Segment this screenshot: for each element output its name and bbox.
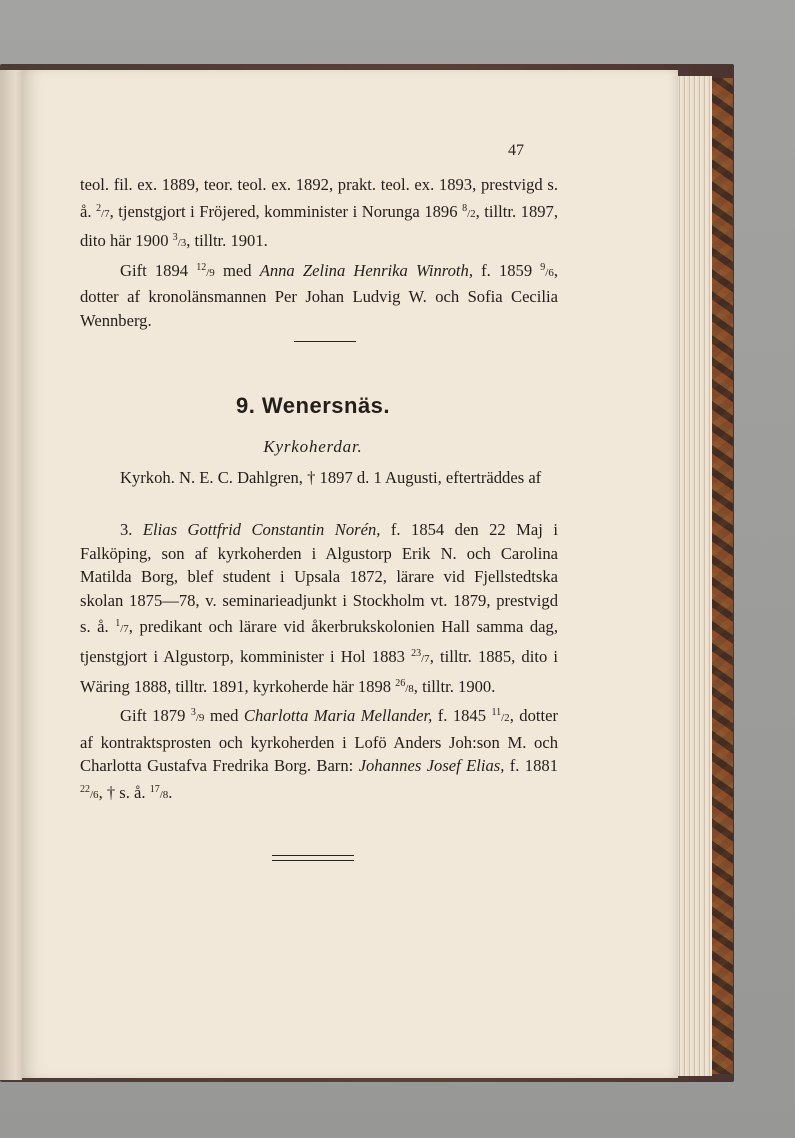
text-run: , tilltr. 1897, dito här 1900 <box>80 201 558 251</box>
superscript-numeral: 3 <box>172 232 178 244</box>
text-run: f. 1845 <box>432 706 492 726</box>
text-run: , predikant och lärare vid åkerbrukskolonien Hall samma dag, tjenstgjort i Algustorp, komminister i Hol 1883 <box>80 617 558 666</box>
text-run: , † s. å. <box>98 782 150 802</box>
subscript-numeral: /7 <box>421 652 430 665</box>
italic-name: Charlotta Maria Mellander, <box>243 706 433 726</box>
subscript-numeral: /7 <box>101 207 110 220</box>
superscript-numeral: 3 <box>190 707 196 719</box>
subsection-title: Kyrkoherdar. <box>263 437 363 456</box>
subscript-numeral: /2 <box>501 712 510 725</box>
paragraph-family <box>80 701 558 807</box>
text-run: f. 1854 den 22 Maj i Falköping, son af kyrkoherden i Algustorp Erik N. och Carolina Matilda Borg, blef student i Upsala 1872, lärare vid Fjellstedtska skolan 1875—78, v. seminarieadjunkt i Stockholm vt. 1879, prestvigd s. å. <box>80 520 558 637</box>
subscript-numeral: /8 <box>159 788 169 801</box>
text-run: med <box>214 260 260 280</box>
text-run: , tilltr. 1901. <box>186 231 268 251</box>
italic-name: Anna Zelina Henrika Winroth, <box>259 260 473 280</box>
text-run: , tjenstgjort i Fröjered, komminister i Norunga 1896 <box>109 201 463 221</box>
italic-name: Elias Gottfrid Constantin Norén, <box>142 520 381 539</box>
superscript-numeral: 11 <box>491 707 502 719</box>
subscript-numeral: /3 <box>177 237 187 250</box>
superscript-numeral: 17 <box>149 783 160 795</box>
biography-entry <box>80 518 558 808</box>
page-number: 47 <box>508 142 524 159</box>
italic-name: Johannes Josef Elias, <box>358 756 505 776</box>
paragraph-education <box>80 173 558 256</box>
subscript-numeral: /6 <box>545 266 554 279</box>
superscript-numeral: 8 <box>462 202 468 214</box>
text-run: med <box>204 706 244 726</box>
paragraph-biography <box>80 518 558 701</box>
section-title: 9. Wenersnäs. <box>235 393 391 418</box>
text-run: Gift 1894 <box>120 260 197 280</box>
subscript-numeral: /6 <box>90 788 99 801</box>
subscript-numeral: /2 <box>467 207 476 220</box>
superscript-numeral: 2 <box>96 202 102 214</box>
superscript-numeral: 1 <box>115 618 121 630</box>
end-double-rule <box>272 855 354 861</box>
text-run: Kyrkoh. N. E. C. Dahlgren, † 1897 d. 1 Augusti, efterträddes af <box>120 468 542 487</box>
page-edges <box>672 76 712 1076</box>
paragraph-marriage <box>80 256 558 333</box>
superscript-numeral: 22 <box>80 783 90 795</box>
superscript-numeral: 9 <box>540 261 546 273</box>
text-run: teol. fil. ex. 1889, teor. teol. ex. 1892, prakt. teol. ex. 1893, prestvigd s. å. <box>80 175 558 221</box>
text-run: . <box>168 782 173 802</box>
paragraph-succession <box>80 466 558 490</box>
facing-page-edge <box>0 70 22 1080</box>
text-run: Gift 1879 <box>120 706 191 726</box>
text-run: , tilltr. 1900. <box>413 676 496 696</box>
entry-continuation <box>80 173 558 333</box>
separator-rule <box>294 341 356 342</box>
text-run: f. 1859 <box>472 260 541 280</box>
text-run: , dotter af kronolänsmannen Per Johan Ludvig W. och Sofia Cecilia Wennberg. <box>80 260 559 330</box>
text-run: , tilltr. 1885, dito i Wäring 1888, tilltr. 1891, kyrkoherde här 1898 <box>80 646 558 696</box>
succession-note <box>80 466 558 490</box>
text-run: f. 1881 <box>504 756 558 776</box>
subscript-numeral: /9 <box>195 712 205 725</box>
superscript-numeral: 26 <box>395 677 406 689</box>
subscript-numeral: /7 <box>120 623 129 636</box>
subscript-numeral: /8 <box>405 682 414 695</box>
text-run: 3. <box>120 520 143 539</box>
subscript-numeral: /9 <box>206 266 215 279</box>
text-run: , dotter af kontraktsprosten och kyrkoherden i Lofö Anders Joh:son M. och Charlotta Gustafva Fredrika Borg. Barn: <box>80 706 558 776</box>
superscript-numeral: 23 <box>411 647 422 659</box>
superscript-numeral: 12 <box>196 261 207 273</box>
